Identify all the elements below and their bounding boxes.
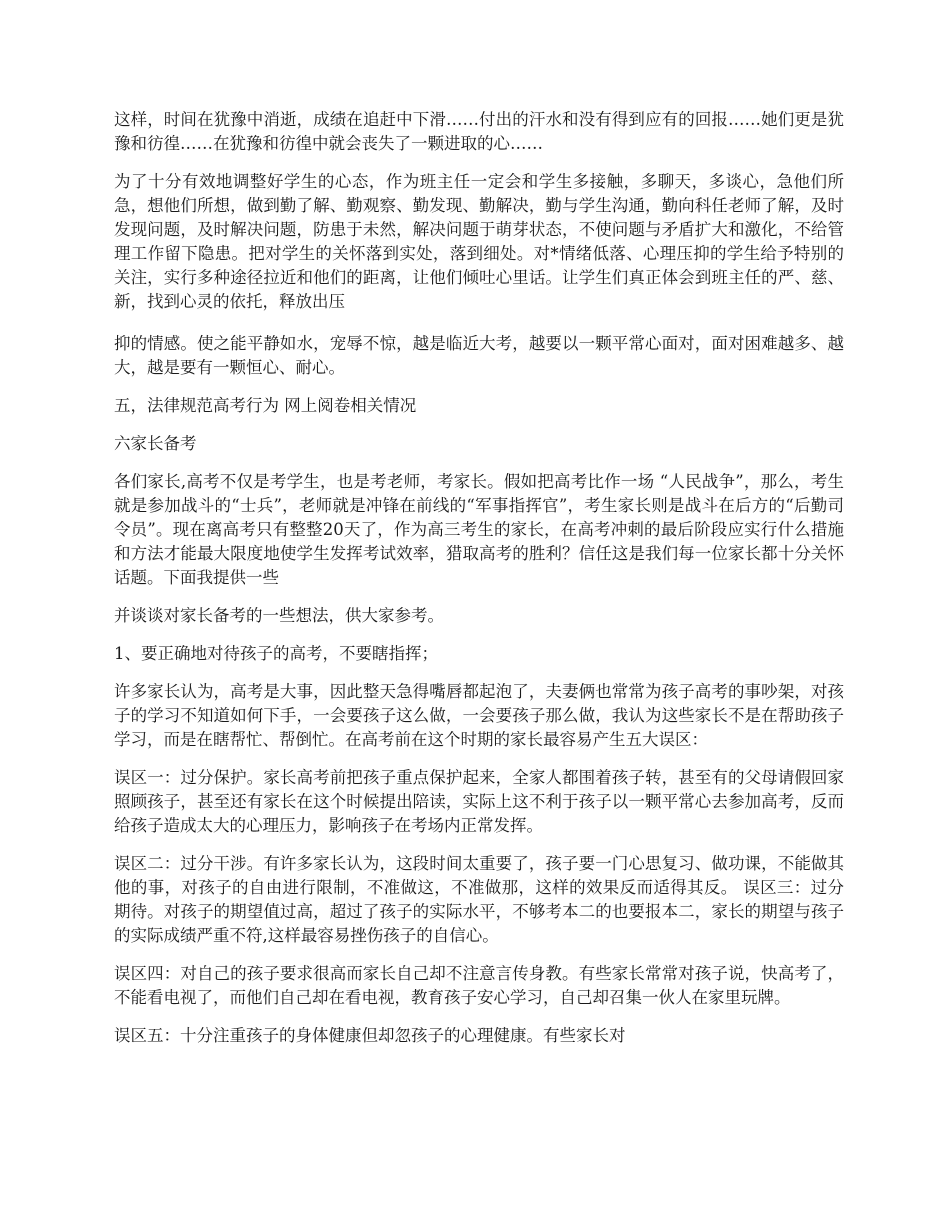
document-body — [114, 108, 844, 1062]
paragraph-parents-intro: 各们家长,高考不仅是考学生，也是考老师，考家长。假如把高考比作一场 “人民战争”，那么，考生就是参加战斗的“士兵”，老师就是冲锋在前线的“军事指挥官”，考生家长则是战斗在后方的“后勤司令员”。现在离高考只有整整20天了，作为高三考生的家长，在高考冲刺的最后阶段应实行什么措施和方法才能最大限度地使学生发挥考试效率，猎取高考的胜利？信任这是我们每一位家长都十分关怀话题。下面我提供一些 — [114, 472, 844, 587]
paragraph-calm-mind: 抑的情感。使之能平静如水，宠辱不惊，越是临近大考，越要以一颗平常心面对，面对困难越多、越大，越是要有一颗恒心、耐心。 — [114, 334, 844, 377]
list-heading-1: 1、要正确地对待孩子的高考，不要瞎指挥； — [114, 644, 438, 663]
paragraph-parents-worry: 许多家长认为，高考是大事，因此整天急得嘴唇都起泡了，夫妻俩也常常为孩子高考的事吵架，对孩子的学习不知道如何下手，一会要孩子这么做，一会要孩子那么做，我认为这些家长不是在帮助孩子学习，而是在瞎帮忙、帮倒忙。在高考前在这个时期的家长最容易产生五大误区： — [114, 682, 844, 749]
paragraph-suggestions: 并谈谈对家长备考的一些想法，供大家参考。 — [114, 606, 444, 625]
paragraph-hesitation: 这样，时间在犹豫中消逝，成绩在追赶中下滑……付出的汗水和没有得到应有的回报……她们更是犹豫和彷徨……在犹豫和彷徨中就会丧失了一颗进取的心…… — [114, 110, 844, 153]
paragraph-teacher-care: 为了十分有效地调整好学生的心态，作为班主任一定会和学生多接触，多聊天，多谈心，急他们所急，想他们所想，做到勤了解、勤观察、勤发现、勤解决，勤与学生沟通，勤向科任老师了解，及时发现问题，及时解决问题，防患于未然，解决问题于萌芽状态，不使问题与矛盾扩大和激化，不给管理工作留下隐患。把对学生的关怀落到实处，落到细处。对*情绪低落、心理压抑的学生给予特别的关注，实行多种途径拉近和他们的距离，让他们倾吐心里话。让学生们真正体会到班主任的严、慈、新，找到心灵的依托，释放出压 — [114, 172, 844, 311]
section-heading-parents: 六家长备考 — [114, 434, 197, 453]
paragraph-mistake-4: 误区四：对自己的孩子要求很高而家长自己却不注意言传身教。有些家长常常对孩子说，快高考了，不能看电视了，而他们自己却在看电视，教育孩子安心学习，自己却召集一伙人在家里玩牌。 — [114, 964, 844, 1007]
paragraph-mistake-5: 误区五：十分注重孩子的身体健康但却忽孩子的心理健康。有些家长对 — [114, 1026, 626, 1045]
section-heading-legal: 五，法律规范高考行为 网上阅卷相关情况 — [114, 396, 417, 415]
paragraph-mistake-2-3: 误区二：过分干涉。有许多家长认为，这段时间太重要了，孩子要一门心思复习、做功课，不能做其他的事，对孩子的自由进行限制，不准做这，不准做那，这样的效果反而适得其反。 误区三：过分期待。对孩子的期望值过高，超过了孩子的实际水平，不够考本二的也要报本二，家长的期望与孩子的实际成绩严重不符,这样最容易挫伤孩子的自信心。 — [114, 854, 844, 945]
paragraph-mistake-1: 误区一：过分保护。家长高考前把孩子重点保护起来，全家人都围着孩子转，甚至有的父母请假回家照顾孩子，甚至还有家长在这个时候提出陪读，实际上这不利于孩子以一颗平常心去参加高考，反而给孩子造成太大的心理压力，影响孩子在考场内正常发挥。 — [114, 768, 844, 835]
